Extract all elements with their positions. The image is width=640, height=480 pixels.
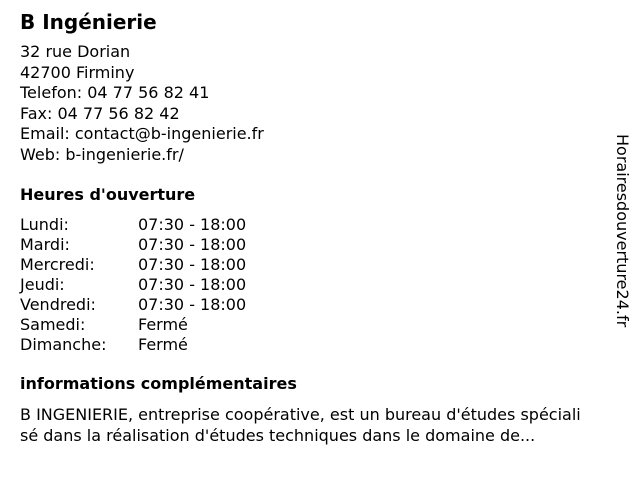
hours-row-monday bbox=[20, 215, 246, 235]
company-name: B Ingénierie bbox=[20, 10, 157, 34]
hours-day: Mercredi: bbox=[20, 255, 95, 274]
hours-row-tuesday bbox=[20, 235, 246, 255]
email-line: Email: contact@b-ingenierie.fr bbox=[20, 124, 264, 143]
address-street: 32 rue Dorian bbox=[20, 42, 131, 61]
hours-time: 07:30 - 18:00 bbox=[138, 275, 247, 294]
hours-time: 07:30 - 18:00 bbox=[138, 295, 247, 314]
opening-hours-heading: Heures d'ouverture bbox=[20, 185, 196, 204]
hours-row-thursday bbox=[20, 275, 246, 295]
hours-row-saturday bbox=[20, 315, 246, 335]
hours-time: Fermé bbox=[138, 315, 188, 334]
address-city: 42700 Firminy bbox=[20, 62, 135, 82]
site-brand-vertical: Horairesdouverture24.fr bbox=[613, 134, 632, 328]
hours-row-wednesday bbox=[20, 255, 246, 275]
hours-day: Vendredi: bbox=[20, 295, 96, 314]
hours-day: Jeudi: bbox=[20, 275, 65, 294]
hours-time: 07:30 - 18:00 bbox=[138, 215, 247, 234]
hours-time: Fermé bbox=[138, 335, 188, 354]
web-line: Web: b-ingenierie.fr/ bbox=[20, 144, 184, 164]
hours-day: Lundi: bbox=[20, 215, 69, 234]
contact-block bbox=[20, 42, 600, 165]
phone-line: Telefon: 04 77 56 82 41 bbox=[20, 83, 210, 102]
hours-row-friday bbox=[20, 295, 246, 315]
hours-day: Mardi: bbox=[20, 235, 70, 254]
hours-row-sunday bbox=[20, 335, 246, 355]
hours-day: Dimanche: bbox=[20, 335, 107, 354]
additional-info-text: B INGENIERIE, entreprise coopérative, est un bureau d'études spécialisé dans la réalisation d'études techniques dans le domaine de... bbox=[20, 405, 581, 445]
business-card bbox=[20, 10, 600, 446]
opening-hours-table bbox=[20, 215, 246, 355]
hours-time: 07:30 - 18:00 bbox=[138, 235, 247, 254]
additional-info-heading: informations complémentaires bbox=[20, 374, 297, 393]
hours-day: Samedi: bbox=[20, 315, 86, 334]
fax-line: Fax: 04 77 56 82 42 bbox=[20, 103, 180, 123]
hours-time: 07:30 - 18:00 bbox=[138, 255, 247, 274]
